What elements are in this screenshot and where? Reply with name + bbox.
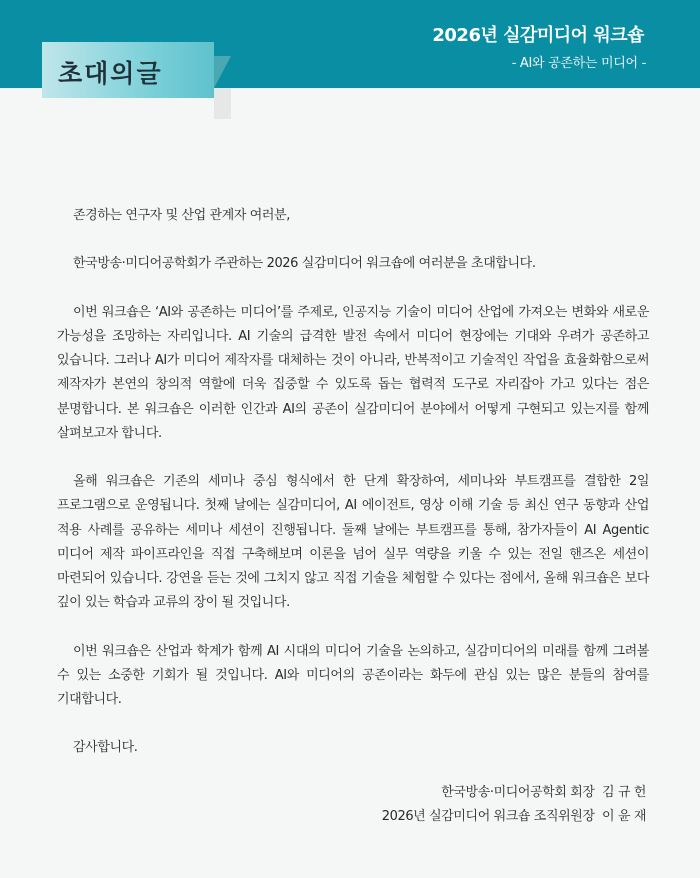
invitation-heading: 초대의글 (58, 59, 163, 88)
ribbon-fold (214, 56, 231, 88)
workshop-title: 2026년 실감미디어 워크숍 (432, 25, 644, 46)
ribbon-shadow (214, 88, 231, 119)
thanks-paragraph: 감사합니다. (73, 740, 138, 756)
program-paragraph: 올해 워크숍은 기존의 세미나 중심 형식에서 한 단계 확장하여, 세미나와 부트캠프를 결합한 2일 프로그램으로 운영됩니다. 첫째 날에는 실감미디어, AI 에이전트, 영상 이해 기술 등 최신 연구 동향과 산업 적용 사례를 공유하는 세미나 세션이 진행됩니다. 둘째 날에는 부트캠프를 통해, 참가자들이 AI Agentic 미디어 제작 파이프라인을 직접 구축해보며 이론을 넘어 실무 역량을 키울 수 있는 전일 핸즈온 세션이 마련되어 있습니다. 강연을 듣는 것에 그치지 않고 직접 기술을 체험할 수 있다는 점에서, 올해 워크숍은 보다 깊이 있는 학습과 교류의 장이 될 것입니다. (57, 474, 649, 611)
invitation-paragraph: 한국방송·미디어공학회가 주관하는 2026 실감미디어 워크숍에 여러분을 초대합니다. (73, 256, 536, 272)
signature-block (382, 781, 646, 829)
signature-president: 한국방송·미디어공학회 회장 김 규 헌 (441, 785, 646, 800)
workshop-subtitle: - AI와 공존하는 미디어 - (511, 56, 646, 71)
invitation-letter (57, 204, 649, 761)
greeting-paragraph: 존경하는 연구자 및 산업 관계자 여러분, (73, 208, 290, 223)
signature-chair: 2026년 실감미디어 워크숍 조직위원장 이 윤 재 (381, 809, 646, 824)
closing-paragraph: 이번 워크숍은 산업과 학계가 함께 AI 시대의 미디어 기술을 논의하고, 실감미디어의 미래를 함께 그려볼 수 있는 소중한 기회가 될 것입니다. AI와 미디어의 공존이라는 화두에 관심 있는 많은 분들의 참여를 기대합니다. (57, 643, 649, 707)
theme-paragraph: 이번 워크숍은 ‘AI와 공존하는 미디어’를 주제로, 인공지능 기술이 미디어 산업에 가져오는 변화와 새로운 가능성을 조망하는 자리입니다. AI 기술의 급격한 발전 속에서 미디어 현장에는 기대와 우려가 공존하고 있습니다. 그러나 AI가 미디어 제작자를 대체하는 것이 아니라, 반복적이고 기술적인 작업을 효율화함으로써 제작자가 본연의 창의적 역할에 더욱 집중할 수 있도록 돕는 협력적 도구로 자리잡아 가고 있다는 점은 분명합니다. 본 워크숍은 이러한 인간과 AI의 공존이 실감미디어 분야에서 어떻게 구현되고 있는지를 함께 살펴보고자 합니다. (57, 304, 649, 441)
